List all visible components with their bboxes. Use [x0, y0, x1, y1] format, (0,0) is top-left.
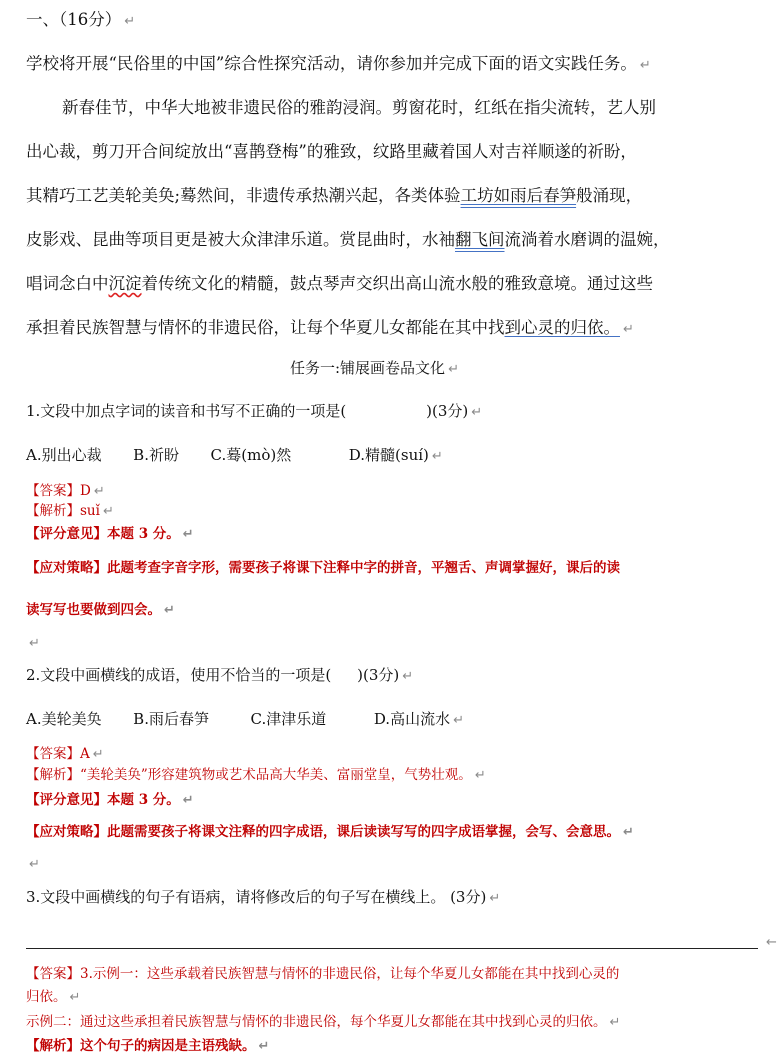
- passage-line-6: 承担着民族智慧与情怀的非遗民俗，让每个华夏儿女都能在其中找到心灵的归依。 ↵: [26, 318, 634, 337]
- q1-strategy-line-2: 读写写也要做到四会。 ↵: [26, 602, 175, 618]
- q1-strategy-line-1: 【应对策略】此题考查字音字形，需要孩子将课下注释中字的拼音，平翘舌、声调掌握好，课后的读: [26, 560, 620, 576]
- q2-analysis: 【解析】“美轮美奂”形容建筑物或艺术品高大华美、富丽堂皇，气势壮观。 ↵: [26, 767, 486, 783]
- passage-line-2: 出心裁，剪刀开合间绽放出“喜鹊登梅”的雅致，纹路里藏着国人对吉祥顺遂的祈盼，: [26, 142, 637, 161]
- q2-options: A.美轮美奂 B.雨后春笋 C.津津乐道 D.高山流水 ↵: [26, 710, 464, 728]
- empty-paragraph-2: ↵: [29, 857, 40, 872]
- q3-example-2: 示例二：通过这些承担着民族智慧与情怀的非遗民俗，每个华夏儿女都能在其中找到心灵的归依。 ↵: [26, 1014, 621, 1030]
- edge-mark: ←: [766, 935, 777, 950]
- q1-option-b: B.祈盼: [133, 446, 179, 464]
- q1-option-a: A.别出心裁: [26, 446, 102, 464]
- q2-option-b: B.雨后春笋: [133, 710, 209, 728]
- q3-stem: 3.文段中画横线的句子有语病，请将修改后的句子写在横线上。 (3分) ↵: [26, 888, 501, 906]
- empty-paragraph: ↵: [29, 636, 40, 651]
- q3-answer-line-1: 【答案】3.示例一：这些承载着民族智慧与情怀的非遗民俗，让每个华夏儿女都能在其中找到心灵的: [26, 966, 620, 982]
- answer-blank-line[interactable]: [26, 948, 758, 949]
- q1-stem: 1.文段中加点字词的读音和书写不正确的一项是( )(3分) ↵: [26, 402, 483, 420]
- underlined-sentence-end: 到心灵的归依。: [504, 318, 620, 337]
- q1-analysis: 【解析】suǐ ↵: [26, 503, 114, 519]
- wavy-word: 沉淀: [108, 274, 142, 293]
- passage-line-1: 新春佳节，中华大地被非遗民俗的雅韵浸润。剪窗花时，红纸在指尖流转，艺人别: [62, 98, 656, 117]
- q2-option-d: D.高山流水: [373, 710, 451, 728]
- q2-option-c: C.津津乐道: [250, 710, 327, 728]
- intro-text: 学校将开展“民俗里的中国”综合性探究活动，请你参加并完成下面的语文实践任务。 ↵: [26, 54, 651, 73]
- q2-stem: 2.文段中画横线的成语，使用不恰当的一项是( )(3分) ↵: [26, 666, 414, 684]
- passage-line-5: 唱词念白中沉淀着传统文化的精髓，鼓点琴声交织出高山流水般的雅致意境。通过这些: [26, 274, 653, 293]
- q2-option-a: A.美轮美奂: [26, 710, 102, 728]
- q1-option-c: C.蓦(mò)然: [210, 446, 292, 464]
- q2-answer: 【答案】A ↵: [26, 746, 104, 762]
- q2-score: 【评分意见】本题 3 分。 ↵: [26, 792, 194, 808]
- q2-strategy: 【应对策略】此题需要孩子将课文注释的四字成语，课后读读写写的四字成语掌握，会写、会意思。 ↵: [26, 824, 634, 840]
- q1-option-d: D.精髓(suí): [348, 446, 429, 464]
- passage-line-3: 其精巧工艺美轮美奂;蓦然间，非遗传承热潮兴起，各类体验工坊如雨后春笋般涌现，: [26, 186, 643, 205]
- task-title: 任务一:铺展画卷品文化 ↵: [290, 359, 459, 377]
- section-heading: 一、（16分） ↵: [26, 10, 136, 29]
- q1-score: 【评分意见】本题 3 分。 ↵: [26, 526, 194, 542]
- q3-analysis: 【解析】这个句子的病因是主语残缺。 ↵: [26, 1038, 270, 1054]
- q1-options: A.别出心裁 B.祈盼 C.蓦(mò)然 D.精髓(suí) ↵: [26, 446, 443, 464]
- q1-answer: 【答案】D ↵: [26, 483, 105, 499]
- underlined-phrase: 翻飞间: [455, 230, 505, 249]
- q3-answer-line-2: 归依。 ↵: [26, 989, 81, 1005]
- underlined-idiom: 工坊如雨后春笋: [460, 186, 577, 205]
- passage-line-4: 皮影戏、昆曲等项目更是被大众津津乐道。赏昆曲时，水袖翻飞间流淌着水磨调的温婉，: [26, 230, 670, 249]
